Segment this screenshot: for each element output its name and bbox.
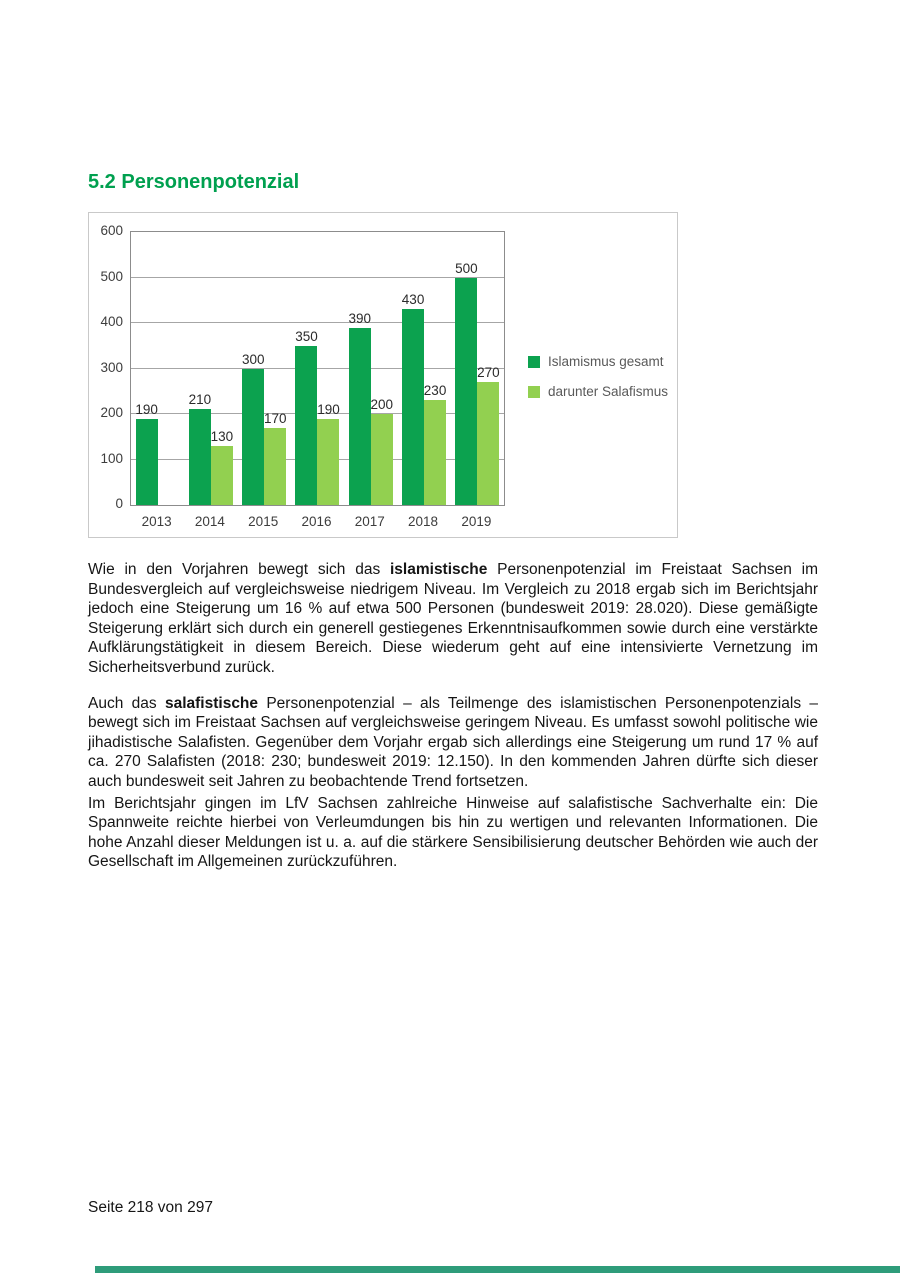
x-axis-label: 2018 — [408, 514, 439, 529]
bar-value-label: 170 — [263, 410, 287, 426]
bar-chart — [88, 212, 678, 538]
bar-islamismus-gesamt-2018 — [401, 292, 425, 505]
bar-group-2014 — [184, 232, 237, 505]
bar-islamismus-gesamt-2019 — [455, 260, 478, 506]
bar-slot — [295, 232, 317, 505]
x-axis-label: 2017 — [354, 514, 385, 529]
body-text — [88, 560, 818, 872]
bar-slot — [371, 232, 393, 505]
bar-darunter-salafismus-2017 — [370, 397, 394, 505]
bar-darunter-salafismus-2018 — [423, 383, 447, 505]
bar-value-label: 190 — [135, 401, 158, 417]
bar-islamismus-gesamt-2017 — [348, 310, 372, 505]
legend-color-swatch — [528, 356, 540, 368]
bar-slot — [158, 232, 180, 505]
chart-legend — [528, 354, 668, 414]
text-segment: Personenpotenzial im Freistaat Sachsen im Bundesvergleich auf vergleichsweise niedrigem Niveau. Im Vergleich zu 2018 ergab sich im Berichtsjahr jedoch eine Steigerung um 16 % auf etwa 500 Personen (bundesweit 2019: 28.020). Diese gemäßigte Steigerung erklärt sich durch ein generell gestiegenes Erkenntnisaufkommen sowie durch eine verstärkte Aufklärungstätigkeit in diesem Bereich. Diese wiederum geht auf eine intensivierte Vernetzung im Sicherheitsverbund zurück. — [88, 561, 818, 676]
legend-item — [528, 354, 668, 369]
page-number: Seite 218 von 297 — [88, 1199, 213, 1216]
y-axis-tick-label: 600 — [100, 223, 123, 238]
x-axis-label: 2014 — [194, 514, 225, 529]
emphasized-text: islamistische — [390, 561, 488, 578]
bar-slot — [264, 232, 286, 505]
x-axis-label: 2019 — [461, 514, 492, 529]
paragraph — [88, 794, 818, 872]
bar-islamismus-gesamt-2016 — [295, 328, 318, 505]
bar-slot — [477, 232, 499, 505]
bar-value-label: 350 — [295, 328, 318, 344]
bar-slot — [242, 232, 264, 505]
bar-value-label: 500 — [455, 260, 478, 276]
emphasized-text: salafistische — [164, 694, 259, 712]
bar-group-2016 — [291, 232, 344, 505]
bar-value-label: 430 — [401, 292, 425, 308]
y-axis-tick-label: 400 — [100, 314, 123, 329]
bar-darunter-salafismus-2015 — [263, 410, 287, 505]
bar-islamismus-gesamt-2013 — [135, 401, 158, 505]
bar-value-label: 300 — [241, 351, 265, 367]
bar-value-label: 230 — [423, 383, 447, 399]
bar-slot — [189, 232, 211, 505]
y-axis-tick-label: 0 — [115, 496, 123, 511]
bar-slot — [349, 232, 371, 505]
bar-group-2013 — [131, 232, 184, 505]
footer-accent-bar — [95, 1266, 900, 1273]
bar-slot — [317, 232, 339, 505]
x-axis-label: 2013 — [141, 514, 172, 529]
x-axis-label: 2015 — [248, 514, 279, 529]
bar-group-2018 — [397, 232, 450, 505]
bar-value-label: 270 — [477, 365, 500, 381]
bar-islamismus-gesamt-2014 — [188, 392, 212, 505]
y-axis-tick-label: 100 — [100, 450, 123, 466]
bar-slot — [424, 232, 446, 505]
text-segment: Auch das — [88, 694, 165, 712]
text-segment: Personenpotenzial – als Teilmenge des islamistischen Personenpotenzials – bewegt sich im Freistaat Sachsen auf vergleichsweise geringem Niveau. Es umfasst sowohl politische wie jihadistische Salafisten. Gegenüber dem Vorjahr ergab sich allerdings eine Steigerung um rund 17 % auf ca. 270 Salafisten (2018: 230; bundesweit 2019: 12.150). In den kommenden Jahren dürfte sich dieser auch bundesweit seit Jahren zu beobachtende Trend fortsetzen. — [88, 694, 819, 790]
bar-group-2019 — [451, 232, 504, 505]
bar-darunter-salafismus-2019 — [477, 365, 500, 505]
legend-label: Islamismus gesamt — [548, 354, 664, 369]
chart-plot-area — [130, 231, 505, 506]
bar-value-label: 390 — [348, 310, 372, 326]
legend-color-swatch — [528, 386, 540, 398]
bar-value-label: 130 — [210, 428, 234, 444]
bar-value-label: 200 — [370, 397, 394, 412]
bar-darunter-salafismus-2016 — [317, 401, 340, 505]
bar-slot — [402, 232, 424, 505]
bar-value-label: 210 — [188, 392, 212, 408]
bar-value-label: 190 — [317, 401, 340, 417]
legend-item — [528, 384, 668, 399]
text-segment: Wie in den Vorjahren bewegt sich das — [88, 561, 390, 578]
paragraph — [88, 560, 818, 678]
bar-group-2017 — [344, 232, 397, 505]
y-axis-tick-label: 200 — [100, 405, 123, 420]
bar-slot — [211, 232, 233, 505]
bar-group-2015 — [238, 232, 291, 505]
text-segment: Im Berichtsjahr gingen im LfV Sachsen zahlreiche Hinweise auf salafistische Sachverhalte ein: Die Spannweite reichte hierbei von Verleumdungen bis hin zu wertigen und relevanten Informationen. Die hohe Anzahl dieser Meldungen ist u. a. auf die stärkere Sensibilisierung deutscher Behörden wie auch der Gesellschaft im Allgemeinen zurückzuführen. — [88, 794, 818, 871]
section-heading: 5.2 Personenpotenzial — [88, 171, 300, 193]
document-page — [88, 0, 818, 872]
y-axis-tick-label: 300 — [100, 359, 123, 375]
bar-slot — [136, 232, 158, 505]
y-axis-tick-label: 500 — [100, 268, 123, 284]
x-axis-label: 2016 — [301, 514, 332, 529]
paragraph — [88, 694, 818, 792]
bar-islamismus-gesamt-2015 — [241, 351, 265, 506]
legend-label: darunter Salafismus — [548, 384, 669, 399]
bar-darunter-salafismus-2014 — [210, 428, 234, 505]
